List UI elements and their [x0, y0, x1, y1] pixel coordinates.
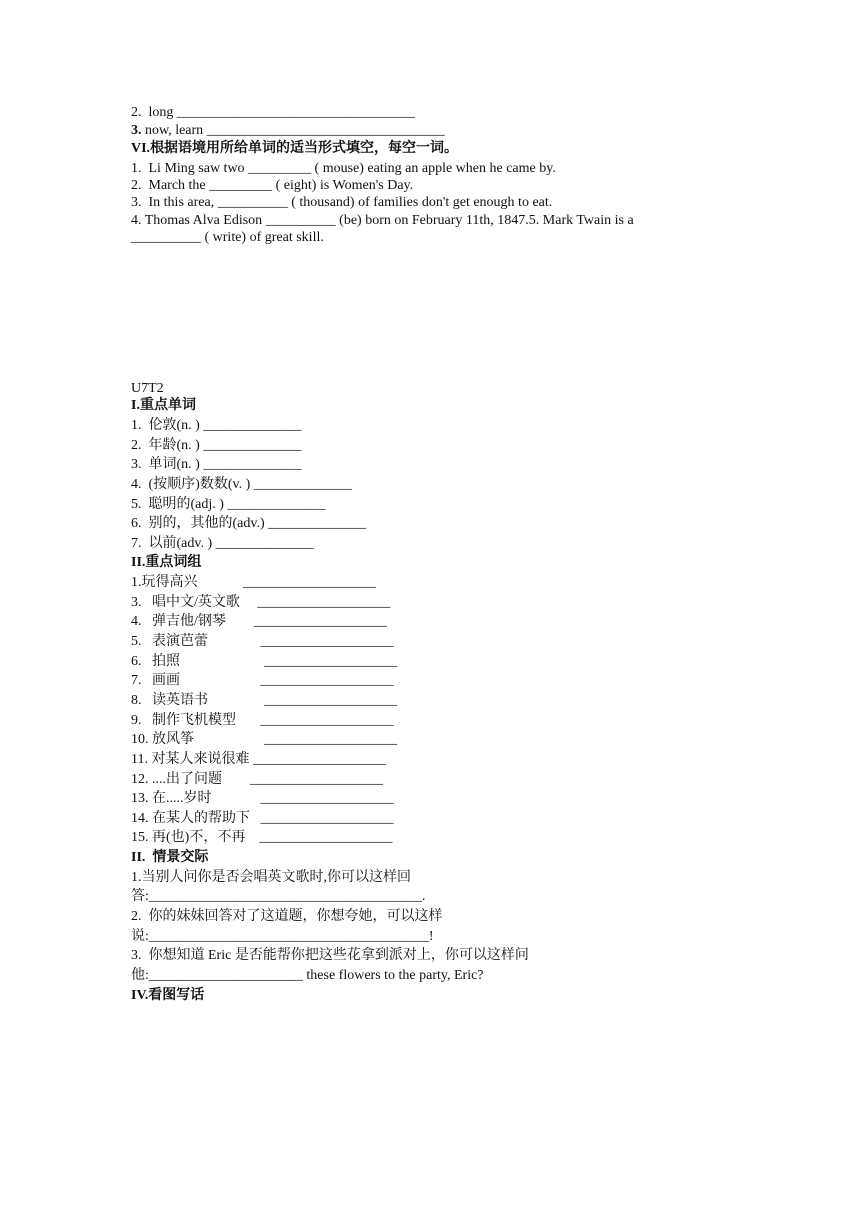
list-item: 11. 对某人来说很难 ___________________	[131, 752, 386, 767]
list-item: 说:________________________________________!	[131, 929, 434, 944]
list-item: 4. (按顺序)数数(v. ) ______________	[131, 477, 352, 492]
list-item: __________ ( write) of great skill.	[131, 230, 324, 245]
section-heading-words: I.重点单词	[131, 398, 196, 413]
list-item: 1.当别人问你是否会唱英文歌时,你可以这样回	[131, 870, 411, 885]
section-title: 根据语境用所给单词的适当形式填空，每空一词。	[150, 141, 459, 156]
list-item: 8. 读英语书 ___________________	[131, 693, 397, 708]
list-item: 2. 年龄(n. ) ______________	[131, 438, 302, 453]
section-heading-picture-writing: IV.看图写话	[131, 988, 205, 1003]
list-item: 3. In this area, __________ ( thousand) of families don't get enough to eat.	[131, 195, 553, 210]
list-item: 2. March the _________ ( eight) is Women's Day.	[131, 178, 414, 193]
list-item: 4. Thomas Alva Edison __________ (be) born on February 11th, 1847.5. Mark Twain is a	[131, 213, 634, 228]
list-item: 1. 伦敦(n. ) ______________	[131, 418, 302, 433]
list-item: 4. 弹吉他/钢琴 ___________________	[131, 614, 387, 629]
list-item: 2. 你的妹妹回答对了这道题，你想夸她，可以这样	[131, 909, 443, 924]
item-number: 3.	[131, 123, 142, 138]
list-item: 7. 以前(adv. ) ______________	[131, 536, 314, 551]
list-item: 12. ....出了问题 ___________________	[131, 772, 383, 787]
section-heading-vi	[131, 140, 458, 157]
list-item: 7. 画画 ___________________	[131, 673, 394, 688]
list-item: 13. 在.....岁时 ___________________	[131, 791, 394, 806]
list-item: 1.玩得高兴 ___________________	[131, 575, 376, 590]
section-heading-dialog: II. 情景交际	[131, 850, 209, 865]
list-item: 他:______________________ these flowers to the party, Eric?	[131, 968, 484, 983]
page-title: U7T2	[131, 381, 164, 396]
list-item: 14. 在某人的帮助下 ___________________	[131, 811, 394, 826]
section-heading-phrases: II.重点词组	[131, 555, 202, 570]
item-text: now, learn __________________________________	[145, 123, 445, 138]
list-item: 2. long __________________________________	[131, 105, 415, 120]
list-item	[131, 122, 445, 139]
list-item: 10. 放风筝 ___________________	[131, 732, 397, 747]
list-item: 3. 你想知道 Eric 是否能帮你把这些花拿到派对上，你可以这样问	[131, 948, 529, 963]
list-item: 5. 聪明的(adj. ) ______________	[131, 497, 326, 512]
list-item: 6. 别的，其他的(adv.) ______________	[131, 516, 367, 531]
list-item: 5. 表演芭蕾 ___________________	[131, 634, 394, 649]
list-item: 9. 制作飞机模型 ___________________	[131, 713, 394, 728]
section-number: VI.	[131, 141, 151, 156]
list-item: 1. Li Ming saw two _________ ( mouse) eating an apple when he came by.	[131, 161, 556, 176]
list-item: 3. 唱中文/英文歌 ___________________	[131, 595, 391, 610]
list-item: 3. 单词(n. ) ______________	[131, 457, 302, 472]
list-item: 答:_______________________________________.	[131, 889, 426, 904]
list-item: 6. 拍照 ___________________	[131, 654, 397, 669]
list-item: 15. 再(也)不，不再 ___________________	[131, 830, 393, 845]
